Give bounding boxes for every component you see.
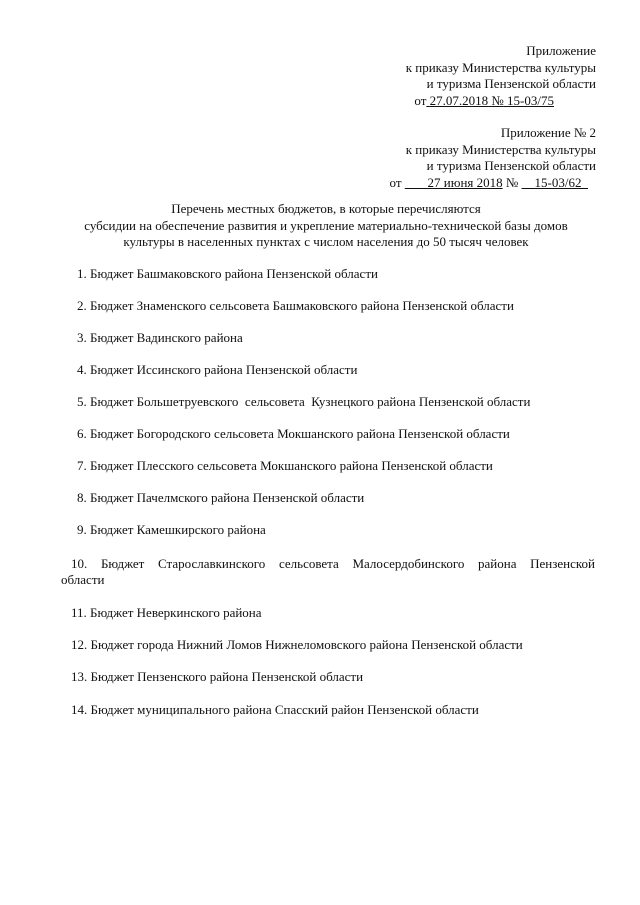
list-item: 4. Бюджет Иссинского района Пензенской области — [77, 362, 358, 377]
list-item: 11. Бюджет Неверкинского района — [71, 605, 262, 620]
title-line-3: культуры в населенных пунктах с числом населения до 50 тысяч человек — [123, 234, 529, 249]
list-item-first-line: 10. Бюджет Старославкинского сельсовета Малосердобинского района Пензенской — [71, 556, 596, 571]
list-item: 1. Бюджет Башмаковского района Пензенской области — [77, 266, 378, 281]
list-item: 13. Бюджет Пензенского района Пензенской области — [71, 669, 364, 684]
date-prefix: от — [414, 92, 427, 108]
order-date-line — [390, 175, 588, 192]
list-item-continuation: области — [61, 572, 105, 587]
list-item — [61, 556, 595, 588]
order-date: 27 июня 2018 — [427, 174, 503, 190]
date-prefix: от — [389, 174, 402, 190]
list-item: 7. Бюджет Плесского сельсовета Мокшанского района Пензенской области — [77, 458, 493, 473]
list-item: 3. Бюджет Вадинского района — [77, 330, 243, 345]
list-item: 9. Бюджет Камешкирского района — [77, 522, 266, 537]
appendix-header-current — [406, 43, 596, 109]
order-reference-line: к приказу Министерства культуры — [405, 141, 596, 157]
list-item: 12. Бюджет города Нижний Ломов Нижнеломовского района Пензенской области — [71, 637, 523, 652]
appendix-header-original — [390, 125, 596, 191]
list-item: 6. Бюджет Богородского сельсовета Мокшанского района Пензенской области — [77, 426, 510, 441]
order-number: 15-03/62 — [534, 174, 582, 190]
number-sign: № — [505, 174, 519, 190]
document-title — [60, 201, 592, 251]
title-line-1: Перечень местных бюджетов, в которые перечисляются — [171, 201, 481, 216]
list-item: 5. Бюджет Большетруевского сельсовета Кузнецкого района Пензенской области — [77, 394, 531, 409]
ministry-line: и туризма Пензенской области — [426, 76, 596, 91]
list-item: 8. Бюджет Пачелмского района Пензенской области — [77, 490, 365, 505]
list-item: 14. Бюджет муниципального района Спасский район Пензенской области — [71, 702, 479, 717]
order-date-line — [406, 93, 554, 110]
list-item: 2. Бюджет Знаменского сельсовета Башмаковского района Пензенской области — [77, 298, 514, 313]
order-date: 27.07.2018 № 15-03/75 — [429, 92, 554, 108]
appendix-title: Приложение — [526, 43, 596, 58]
title-line-2: субсидии на обеспечение развития и укрепление материально-технической базы домов — [84, 217, 568, 233]
appendix-title: Приложение № 2 — [500, 125, 596, 140]
ministry-line: и туризма Пензенской области — [426, 158, 596, 173]
order-reference-line: к приказу Министерства культуры — [405, 59, 596, 75]
